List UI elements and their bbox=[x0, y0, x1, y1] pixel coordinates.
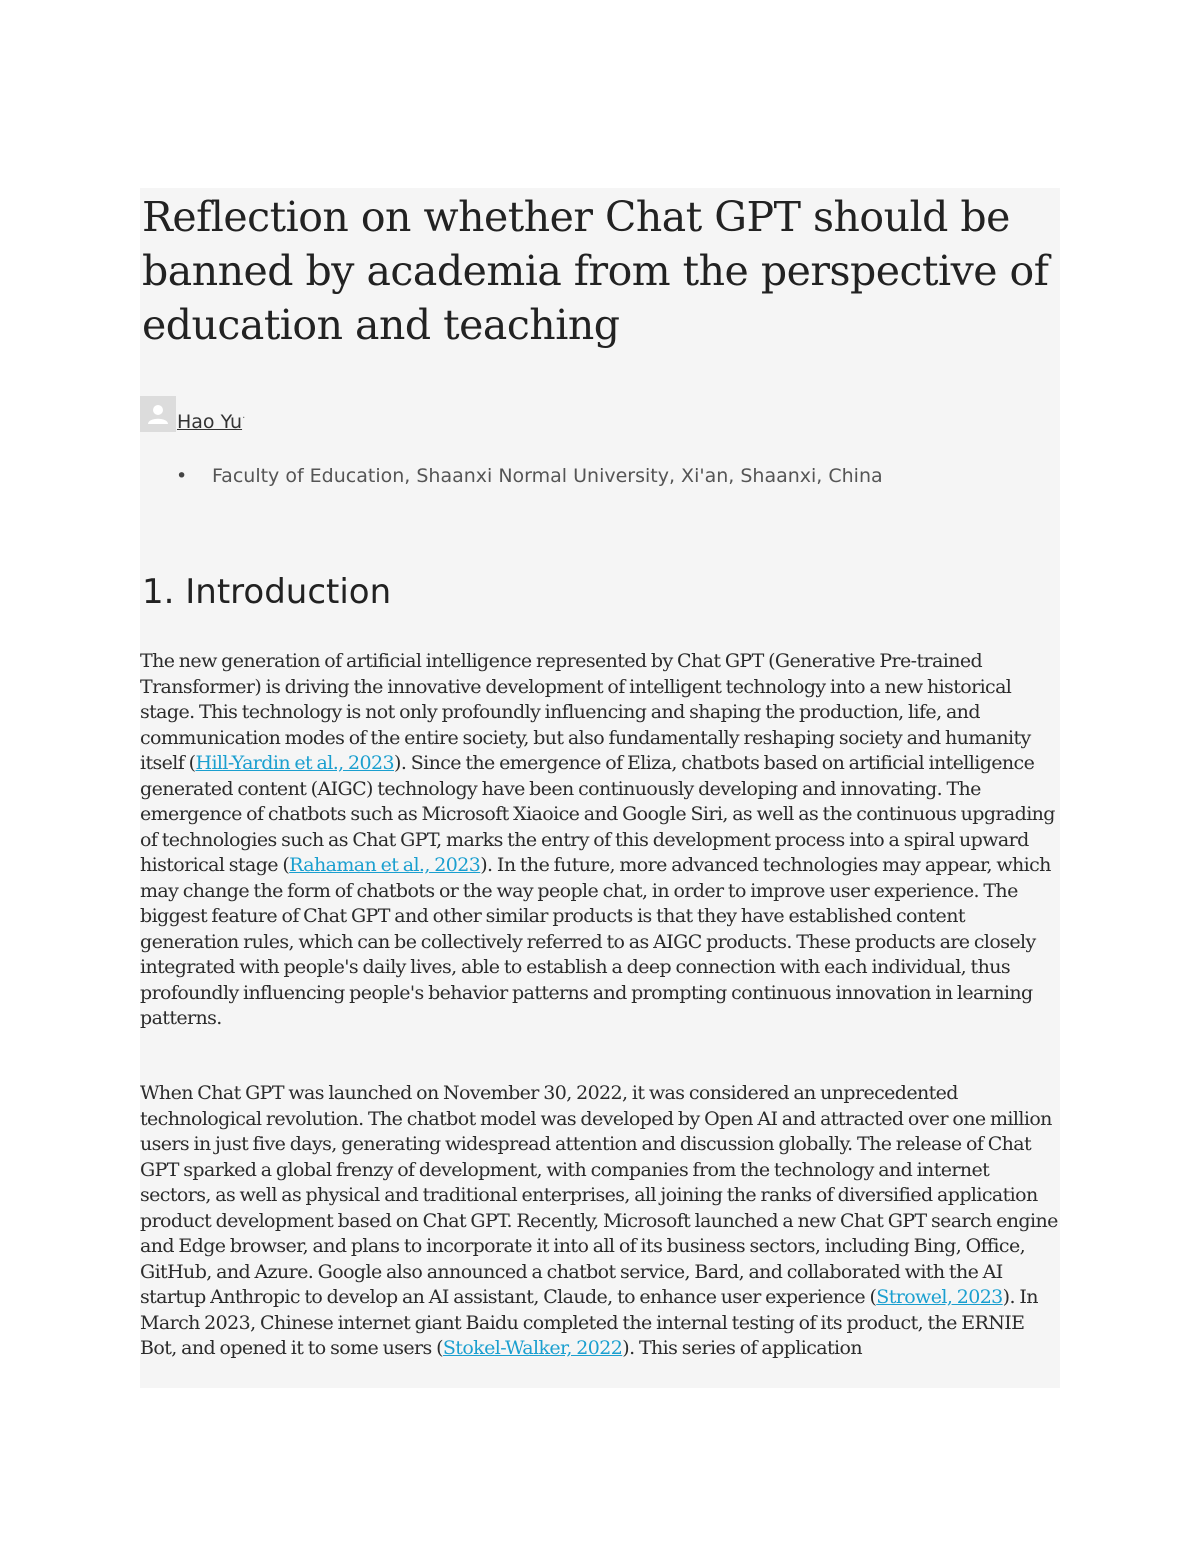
author-name-link[interactable]: Hao Yu bbox=[177, 411, 243, 433]
paragraph-text: When Chat GPT was launched on November 30, 2022, it was considered an unprecedented technological revolution. The chatbot model was developed by Open AI and attracted over one million users in just five days, generating widespread attention and discussion globally. The release of Chat GPT sparked a global frenzy of development, with companies from the technology and internet sectors, as well as physical and traditional enterprises, all joining the ranks of diversified application product development based on Chat GPT. Recently, Microsoft launched a new Chat GPT search engine and Edge browser, and plans to incorporate it into all of its business sectors, including Bing, Office, GitHub, and Azure. Google also announced a chatbot service, Bard, and collaborated with the AI startup Anthropic to develop an AI assistant, Claude, to enhance user experience ( bbox=[140, 1082, 1058, 1308]
paragraph-text: ). This series of application bbox=[622, 1337, 862, 1359]
article-title: Reflection on whether Chat GPT should be banned by academia from the perspective of education and teaching bbox=[142, 193, 1049, 349]
introduction-paragraph-1 bbox=[140, 649, 1058, 1032]
paragraph-text: ). Since the emergence of Eliza, chatbots based on artificial intelligence generated content (AIGC) technology have been continuously developing and innovating. The emergence of chatbots such as Microsoft Xiaoice and Google Siri, as well as the continuous upgrading of technologies such as Chat GPT, marks the entry of this development process into a spiral upward historical stage ( bbox=[140, 752, 1055, 876]
introduction-paragraph-2 bbox=[140, 1081, 1058, 1362]
citation-link-stokel-walker[interactable]: Stokel-Walker, 2022 bbox=[442, 1337, 623, 1359]
user-placeholder-icon bbox=[140, 396, 176, 432]
bullet-icon: • bbox=[176, 465, 188, 487]
affiliation-item bbox=[140, 462, 883, 490]
paragraph-text: ). In March 2023, Chinese internet giant Baidu completed the internal testing of its product, the ERNIE Bot, and opened it to some users ( bbox=[140, 1286, 1038, 1359]
author-affiliation-marker: · bbox=[242, 413, 246, 424]
affiliation-list bbox=[140, 462, 883, 490]
paragraph-text: ). In the future, more advanced technologies may appear, which may change the form of chatbots or the way people chat, in order to improve user experience. The biggest feature of Chat GPT and other similar products is that they have established content generation rules, which can be collectively referred to as AIGC products. These products are closely integrated with people's daily lives, able to establish a deep connection with each individual, thus profoundly influencing people's behavior patterns and prompting continuous innovation in learning patterns. bbox=[140, 854, 1051, 1029]
citation-link-hill-yardin[interactable]: Hill-Yardin et al., 2023 bbox=[195, 752, 394, 774]
citation-link-strowel[interactable]: Strowel, 2023 bbox=[876, 1286, 1003, 1308]
citation-link-rahaman[interactable]: Rahaman et al., 2023 bbox=[289, 854, 481, 876]
section-heading: 1. Introduction bbox=[142, 572, 392, 612]
author-row bbox=[140, 396, 245, 436]
paragraph-text: The new generation of artificial intelligence represented by Chat GPT (Generative Pre-trained Transformer) is driving the innovative development of intelligent technology into a new historical stage. This technology is not only profoundly influencing and shaping the production, life, and communication modes of the entire society, but also fundamentally reshaping society and humanity itself ( bbox=[140, 650, 1031, 774]
affiliation-text: Faculty of Education, Shaanxi Normal University, Xi'an, Shaanxi, China bbox=[212, 465, 883, 487]
